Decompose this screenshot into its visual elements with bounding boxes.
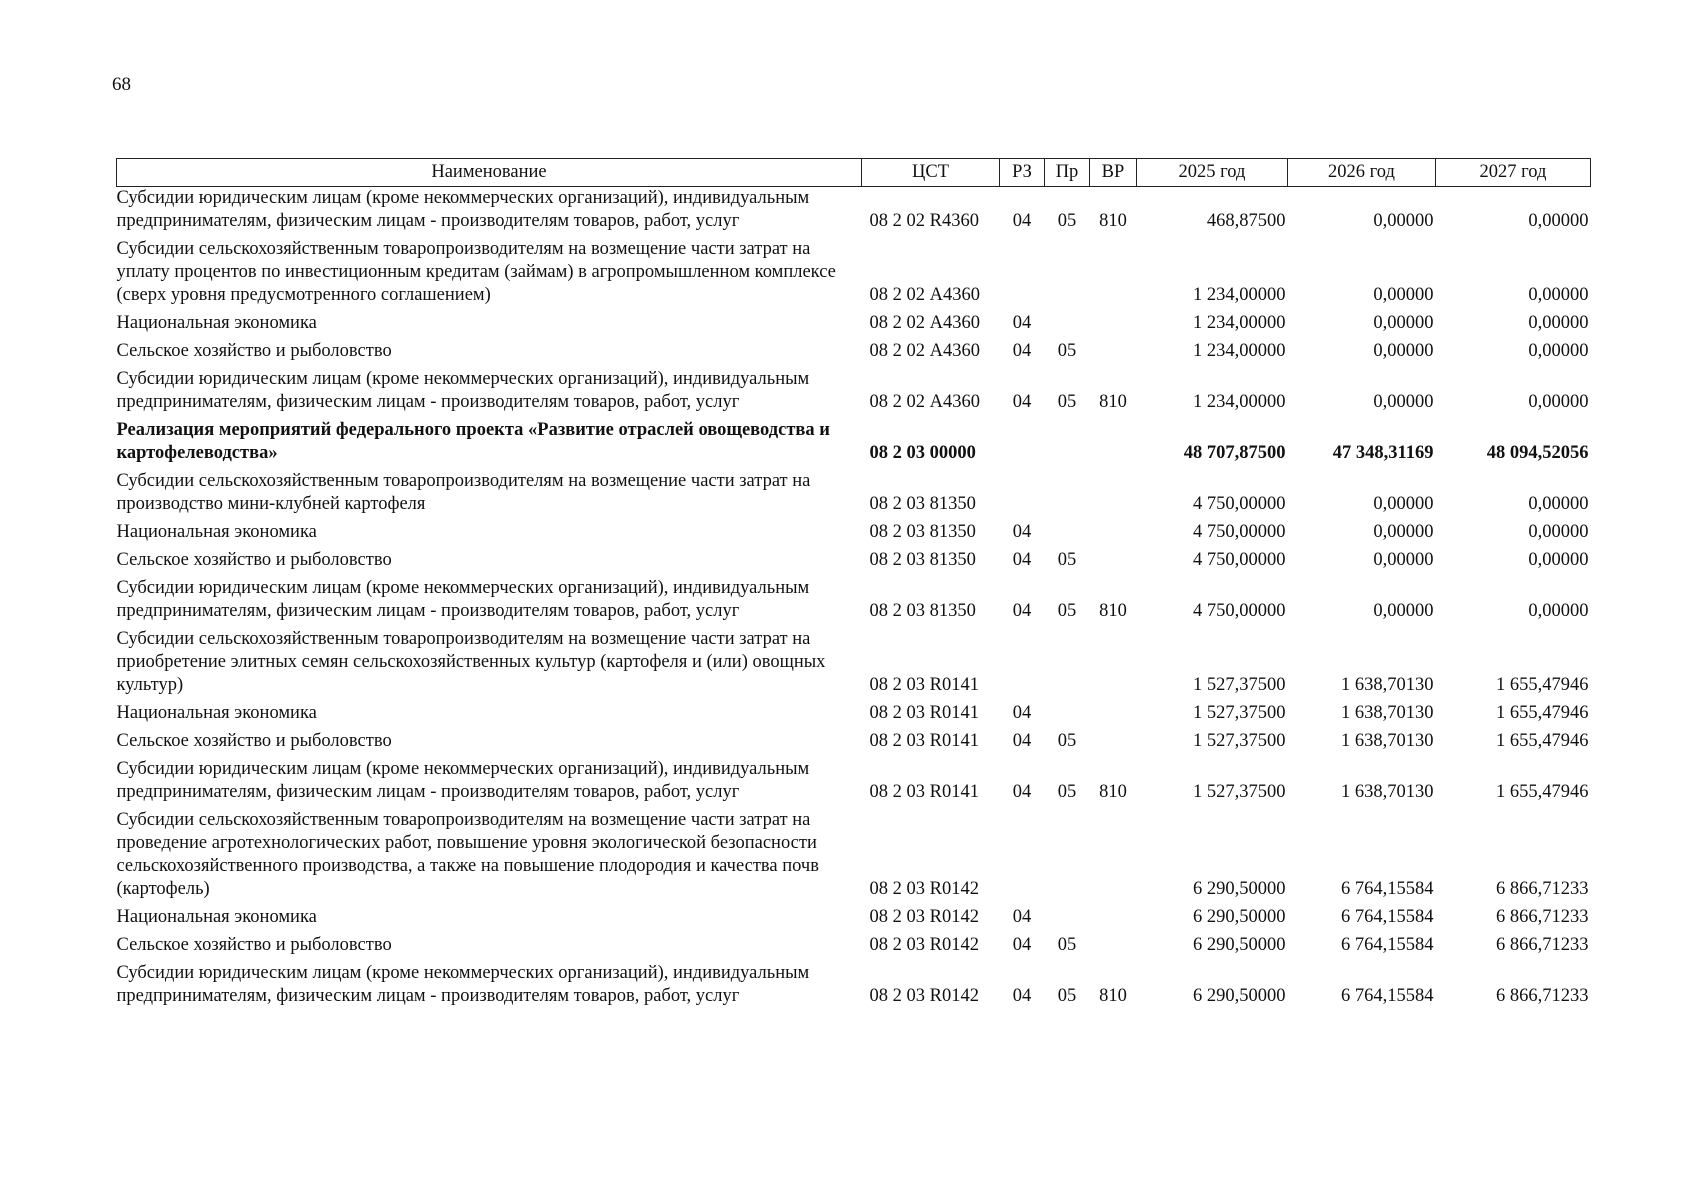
table-row — [117, 238, 1591, 312]
cell-2027: 0,00000 — [1528, 285, 1589, 305]
cell-2027: 1 655,47946 — [1496, 703, 1589, 723]
cell-2025: 6 290,50000 — [1193, 907, 1286, 927]
cell-2026: 6 764,15584 — [1341, 935, 1434, 955]
cell-2025: 4 750,00000 — [1193, 522, 1286, 542]
cell-2025: 1 234,00000 — [1193, 392, 1286, 412]
cell-vr — [1090, 312, 1137, 340]
table-row — [117, 934, 1591, 962]
cell-name: Реализация мероприятий федерального проекта «Развитие отраслей овощеводства и картофелеводства» — [116, 420, 830, 463]
header-pr: Пр — [1045, 159, 1090, 187]
cell-rz: 04 — [1012, 731, 1032, 751]
cell-name: Субсидии сельскохозяйственным товаропроизводителям на возмещение части затрат на производство мини-клубней картофеля — [116, 471, 811, 514]
table-row — [117, 577, 1591, 628]
table-row — [117, 187, 1591, 239]
cell-name: Субсидии юридическим лицам (кроме некоммерческих организаций), индивидуальным предпринимателям, физическим лицам - производителям товаров, работ, услуг — [116, 578, 810, 621]
cell-name: Национальная экономика — [116, 313, 317, 333]
cell-rz: 04 — [1012, 522, 1032, 542]
cell-2026: 6 764,15584 — [1341, 907, 1434, 927]
cell-2027: 6 866,71233 — [1496, 879, 1589, 899]
table-row — [117, 628, 1591, 702]
cell-2027: 0,00000 — [1528, 392, 1589, 412]
cell-2027: 0,00000 — [1528, 522, 1589, 542]
cell-pr — [1045, 809, 1090, 906]
cell-pr — [1045, 238, 1090, 312]
cell-name: Субсидии юридическим лицам (кроме некоммерческих организаций), индивидуальным предпринимателям, физическим лицам - производителям товаров, работ, услуг — [116, 963, 810, 1006]
cell-2027: 0,00000 — [1528, 550, 1589, 570]
cell-pr — [1045, 312, 1090, 340]
cell-2026: 6 764,15584 — [1341, 879, 1434, 899]
cell-2027: 0,00000 — [1528, 341, 1589, 361]
cell-rz — [1000, 470, 1045, 521]
cell-vr — [1090, 549, 1137, 577]
cell-cst: 08 2 03 00000 — [869, 443, 976, 463]
cell-name: Субсидии юридическим лицам (кроме некоммерческих организаций), индивидуальным предпринимателям, физическим лицам - производителям товаров, работ, услуг — [116, 188, 810, 231]
cell-vr — [1090, 934, 1137, 962]
cell-2027: 6 866,71233 — [1496, 935, 1589, 955]
cell-cst: 08 2 03 R0142 — [869, 986, 979, 1006]
cell-2027: 1 655,47946 — [1496, 675, 1589, 695]
cell-2027: 0,00000 — [1528, 211, 1589, 231]
cell-2025: 4 750,00000 — [1193, 494, 1286, 514]
cell-2025: 6 290,50000 — [1193, 986, 1286, 1006]
cell-2025: 6 290,50000 — [1193, 879, 1286, 899]
cell-cst: 08 2 03 R0142 — [869, 879, 979, 899]
cell-2026: 0,00000 — [1373, 522, 1434, 542]
cell-2027: 0,00000 — [1528, 494, 1589, 514]
cell-vr: 810 — [1099, 986, 1127, 1006]
cell-2026: 1 638,70130 — [1341, 703, 1434, 723]
table-row — [117, 340, 1591, 368]
cell-pr — [1045, 906, 1090, 934]
cell-2026: 0,00000 — [1373, 341, 1434, 361]
cell-vr — [1090, 470, 1137, 521]
cell-pr — [1045, 702, 1090, 730]
budget-table — [116, 158, 1591, 1013]
cell-2027: 1 655,47946 — [1496, 731, 1589, 751]
cell-cst: 08 2 02 А4360 — [869, 341, 980, 361]
table-row — [117, 809, 1591, 906]
cell-pr: 05 — [1057, 731, 1077, 751]
cell-2026: 0,00000 — [1373, 550, 1434, 570]
table-row — [117, 312, 1591, 340]
cell-rz: 04 — [1012, 907, 1032, 927]
header-2026: 2026 год — [1288, 159, 1436, 187]
cell-pr: 05 — [1057, 986, 1077, 1006]
cell-name: Субсидии юридическим лицам (кроме некоммерческих организаций), индивидуальным предпринимателям, физическим лицам - производителям товаров, работ, услуг — [116, 369, 810, 412]
header-rz: РЗ — [1000, 159, 1045, 187]
cell-pr: 05 — [1057, 392, 1077, 412]
cell-2025: 468,87500 — [1206, 211, 1286, 231]
cell-rz — [1000, 809, 1045, 906]
cell-vr — [1090, 238, 1137, 312]
cell-2026: 1 638,70130 — [1341, 675, 1434, 695]
cell-rz — [1000, 238, 1045, 312]
cell-rz: 04 — [1012, 601, 1032, 621]
cell-name: Субсидии сельскохозяйственным товаропроизводителям на возмещение части затрат на уплату процентов по инвестиционным кредитам (займам) в агропромышленном комплексе (сверх уровня предусмотренного соглашением) — [116, 239, 836, 305]
cell-rz: 04 — [1012, 935, 1032, 955]
cell-cst: 08 2 02 А4360 — [869, 392, 980, 412]
cell-cst: 08 2 03 81350 — [869, 550, 976, 570]
cell-2027: 6 866,71233 — [1496, 986, 1589, 1006]
header-cst: ЦСТ — [862, 159, 1000, 187]
cell-vr: 810 — [1099, 601, 1127, 621]
table-row — [117, 758, 1591, 809]
table-row — [117, 419, 1591, 470]
cell-vr — [1090, 730, 1137, 758]
cell-pr: 05 — [1057, 935, 1077, 955]
cell-cst: 08 2 03 R0142 — [869, 907, 979, 927]
cell-cst: 08 2 02 А4360 — [869, 285, 980, 305]
cell-2026: 0,00000 — [1373, 601, 1434, 621]
cell-2025: 1 234,00000 — [1193, 313, 1286, 333]
cell-2025: 1 234,00000 — [1193, 285, 1286, 305]
cell-2025: 1 527,37500 — [1193, 731, 1286, 751]
header-2025: 2025 год — [1137, 159, 1288, 187]
header-2027: 2027 год — [1436, 159, 1591, 187]
cell-rz: 04 — [1012, 392, 1032, 412]
cell-pr — [1045, 419, 1090, 470]
cell-name: Национальная экономика — [116, 907, 317, 927]
cell-cst: 08 2 03 R0141 — [869, 731, 979, 751]
cell-2025: 1 527,37500 — [1193, 782, 1286, 802]
budget-table-container — [116, 158, 1590, 1013]
cell-name: Сельское хозяйство и рыболовство — [116, 550, 392, 570]
table-row — [117, 470, 1591, 521]
header-vr: ВР — [1090, 159, 1137, 187]
cell-2025: 4 750,00000 — [1193, 601, 1286, 621]
cell-name: Субсидии сельскохозяйственным товаропроизводителям на возмещение части затрат на проведение агротехнологических работ, повышение уровня экологической безопасности сельскохозяйственного производства, а также на повышение плодородия и качества почв (картофель) — [116, 810, 819, 899]
cell-2027: 1 655,47946 — [1496, 782, 1589, 802]
header-name: Наименование — [117, 159, 862, 187]
table-row — [117, 521, 1591, 549]
table-row — [117, 368, 1591, 419]
cell-vr: 810 — [1099, 211, 1127, 231]
cell-2026: 0,00000 — [1373, 494, 1434, 514]
cell-2025: 48 707,87500 — [1183, 443, 1286, 463]
cell-vr — [1090, 702, 1137, 730]
cell-pr — [1045, 628, 1090, 702]
cell-vr — [1090, 628, 1137, 702]
cell-2026: 1 638,70130 — [1341, 731, 1434, 751]
cell-rz: 04 — [1012, 211, 1032, 231]
cell-pr: 05 — [1057, 550, 1077, 570]
cell-vr — [1090, 521, 1137, 549]
table-row — [117, 549, 1591, 577]
cell-name: Национальная экономика — [116, 703, 317, 723]
cell-2026: 0,00000 — [1373, 211, 1434, 231]
cell-name: Сельское хозяйство и рыболовство — [116, 731, 392, 751]
table-header-row — [117, 159, 1591, 187]
cell-vr: 810 — [1099, 392, 1127, 412]
cell-2025: 1 527,37500 — [1193, 675, 1286, 695]
cell-2027: 0,00000 — [1528, 601, 1589, 621]
cell-cst: 08 2 03 81350 — [869, 494, 976, 514]
cell-rz — [1000, 419, 1045, 470]
cell-rz: 04 — [1012, 341, 1032, 361]
cell-rz: 04 — [1012, 703, 1032, 723]
cell-2025: 1 527,37500 — [1193, 703, 1286, 723]
cell-name: Субсидии юридическим лицам (кроме некоммерческих организаций), индивидуальным предпринимателям, физическим лицам - производителям товаров, работ, услуг — [116, 759, 810, 802]
cell-name: Субсидии сельскохозяйственным товаропроизводителям на возмещение части затрат на приобретение элитных семян сельскохозяйственных культур (картофеля и (или) овощных культур) — [116, 629, 826, 695]
cell-2025: 1 234,00000 — [1193, 341, 1286, 361]
cell-pr — [1045, 470, 1090, 521]
table-row — [117, 730, 1591, 758]
cell-rz: 04 — [1012, 986, 1032, 1006]
cell-2026: 47 348,31169 — [1332, 443, 1434, 463]
cell-2027: 48 094,52056 — [1486, 443, 1589, 463]
cell-rz: 04 — [1012, 313, 1032, 333]
cell-pr: 05 — [1057, 341, 1077, 361]
cell-vr — [1090, 906, 1137, 934]
cell-pr: 05 — [1057, 782, 1077, 802]
cell-2026: 0,00000 — [1373, 313, 1434, 333]
cell-vr: 810 — [1099, 782, 1127, 802]
cell-name: Сельское хозяйство и рыболовство — [116, 341, 392, 361]
table-body — [117, 187, 1591, 1014]
cell-cst: 08 2 03 81350 — [869, 601, 976, 621]
cell-2026: 0,00000 — [1373, 392, 1434, 412]
cell-vr — [1090, 419, 1137, 470]
cell-pr: 05 — [1057, 211, 1077, 231]
table-row — [117, 906, 1591, 934]
cell-2027: 0,00000 — [1528, 313, 1589, 333]
cell-rz — [1000, 628, 1045, 702]
table-row — [117, 702, 1591, 730]
cell-vr — [1090, 340, 1137, 368]
cell-cst: 08 2 03 R0142 — [869, 935, 979, 955]
cell-name: Национальная экономика — [116, 522, 317, 542]
cell-pr: 05 — [1057, 601, 1077, 621]
cell-pr — [1045, 521, 1090, 549]
cell-2026: 6 764,15584 — [1341, 986, 1434, 1006]
cell-2026: 1 638,70130 — [1341, 782, 1434, 802]
cell-vr — [1090, 809, 1137, 906]
cell-2025: 4 750,00000 — [1193, 550, 1286, 570]
cell-cst: 08 2 03 81350 — [869, 522, 976, 542]
cell-cst: 08 2 03 R0141 — [869, 782, 979, 802]
cell-2026: 0,00000 — [1373, 285, 1434, 305]
cell-cst: 08 2 03 R0141 — [869, 675, 979, 695]
cell-rz: 04 — [1012, 782, 1032, 802]
table-row — [117, 962, 1591, 1013]
cell-cst: 08 2 03 R0141 — [869, 703, 979, 723]
page-number: 68 — [112, 74, 131, 95]
cell-2027: 6 866,71233 — [1496, 907, 1589, 927]
cell-cst: 08 2 02 R4360 — [869, 211, 979, 231]
cell-rz: 04 — [1012, 550, 1032, 570]
cell-name: Сельское хозяйство и рыболовство — [116, 935, 392, 955]
cell-cst: 08 2 02 А4360 — [869, 313, 980, 333]
cell-2025: 6 290,50000 — [1193, 935, 1286, 955]
